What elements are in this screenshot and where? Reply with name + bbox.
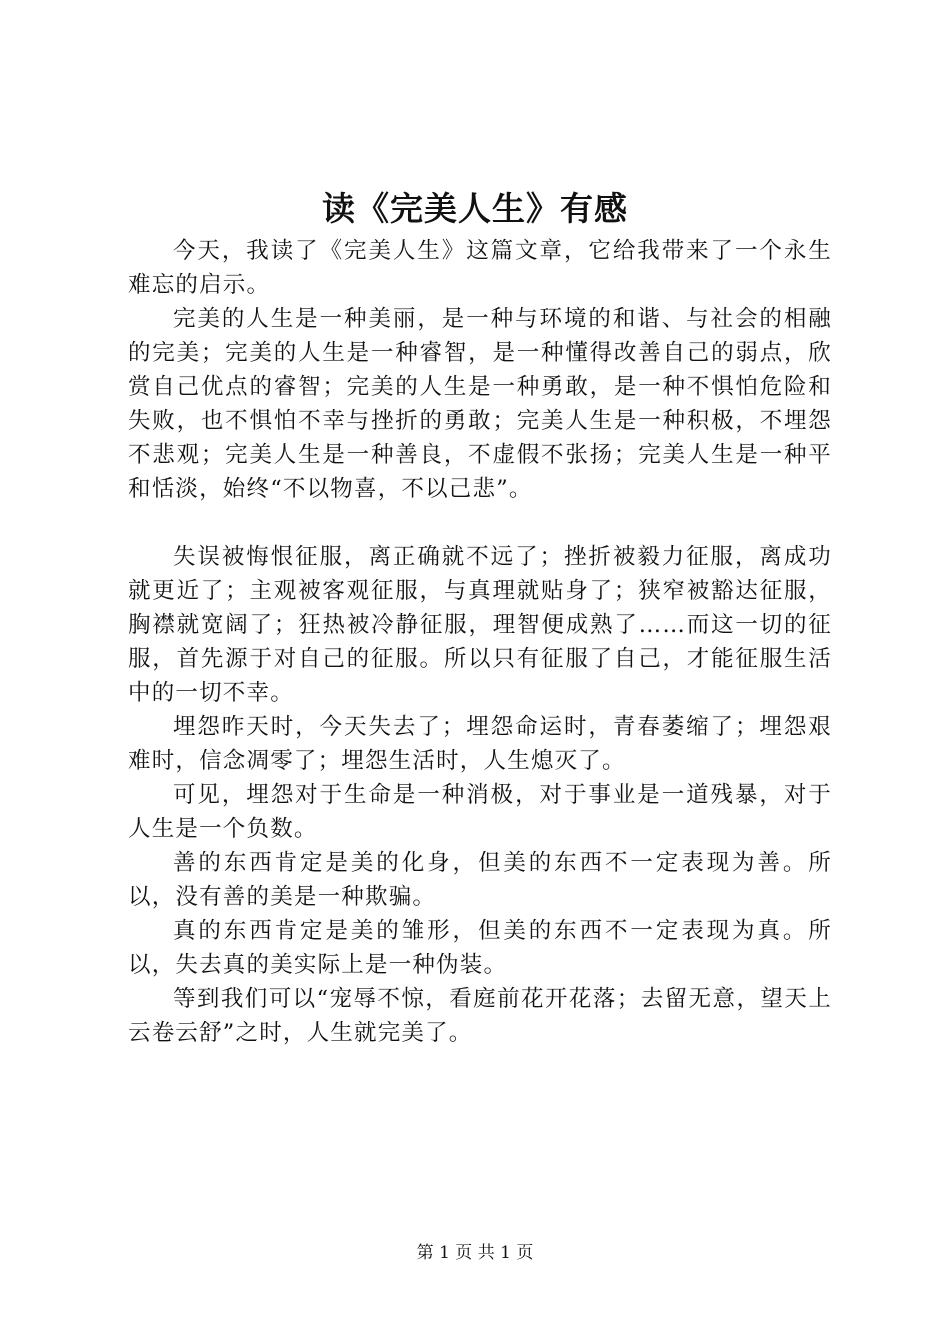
paragraph-4: 埋怨昨天时，今天失去了；埋怨命运时，青春萎缩了；埋怨艰难时，信念凋零了；埋怨生活时，人生熄灭了。 — [128, 714, 832, 774]
paragraph-5: 可见，埋怨对于生命是一种消极，对于事业是一道残暴，对于人生是一个负数。 — [128, 782, 832, 842]
document-body — [128, 234, 832, 1050]
paragraph-8: 等到我们可以“宠辱不惊，看庭前花开花落；去留无意，望天上云卷云舒”之时，人生就完美了。 — [128, 986, 832, 1046]
paragraph-2: 完美的人生是一种美丽，是一种与环境的和谐、与社会的相融的完美；完美的人生是一种睿智，是一种懂得改善自己的弱点，欣赏自己优点的睿智；完美的人生是一种勇敢，是一种不惧怕危险和失败，也不惧怕不幸与挫折的勇敢；完美人生是一种积极，不埋怨不悲观；完美人生是一种善良，不虚假不张扬；完美人生是一种平和恬淡，始终“不以物喜，不以己悲”。 — [128, 306, 832, 502]
page-number-footer: 第 1 页 共 1 页 — [416, 1243, 534, 1263]
paragraph-3: 失误被悔恨征服，离正确就不远了；挫折被毅力征服，离成功就更近了；主观被客观征服，与真理就贴身了；狭窄被豁达征服，胸襟就宽阔了；狂热被冷静征服，理智便成熟了……而这一切的征服，首先源于对自己的征服。所以只有征服了自己，才能征服生活中的一切不幸。 — [128, 544, 832, 706]
paragraph-1: 今天，我读了《完美人生》这篇文章，它给我带来了一个永生难忘的启示。 — [128, 238, 832, 298]
document-title: 读《完美人生》有感 — [322, 189, 628, 228]
paragraph-6: 善的东西肯定是美的化身，但美的东西不一定表现为善。所以，没有善的美是一种欺骗。 — [128, 850, 832, 910]
paragraph-7: 真的东西肯定是美的雏形，但美的东西不一定表现为真。所以，失去真的美实际上是一种伪装。 — [128, 918, 832, 978]
